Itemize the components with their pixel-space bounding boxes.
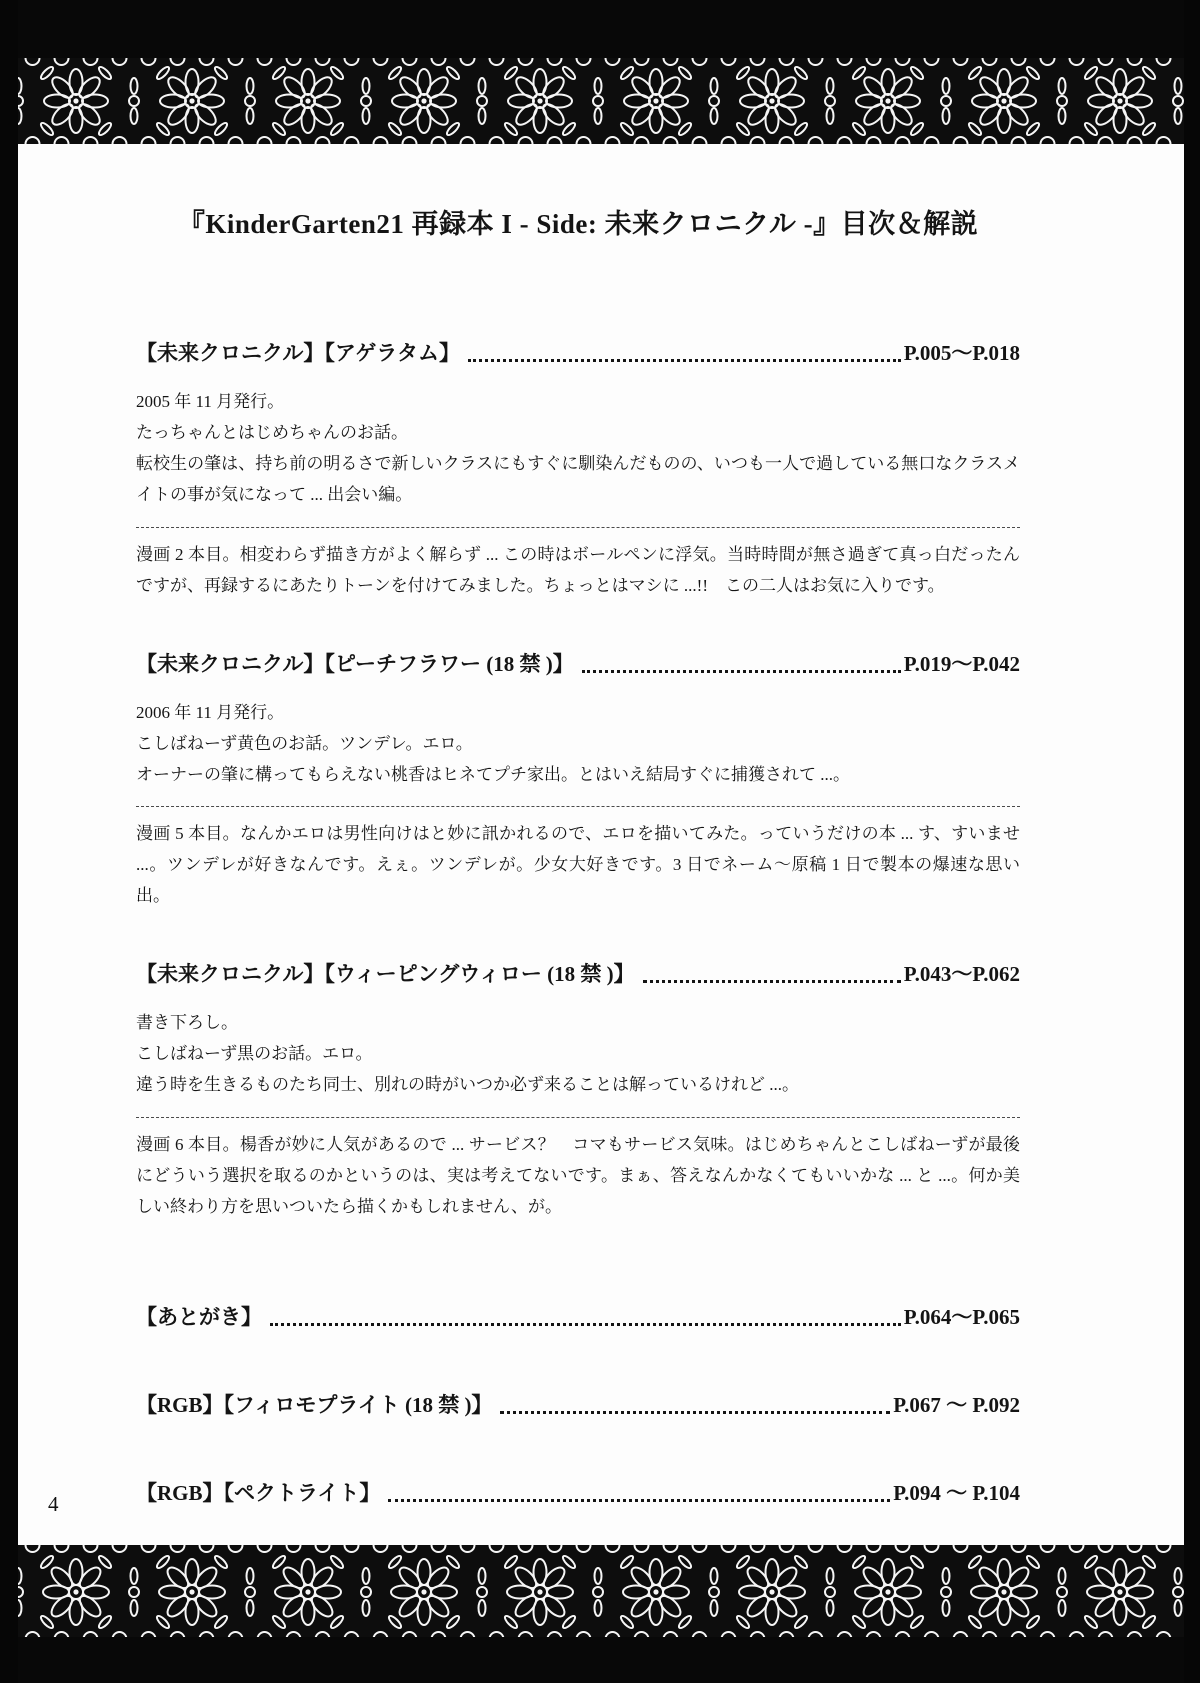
toc-entry (136, 1389, 1020, 1419)
entry-description (136, 698, 1020, 791)
page-range: P.094 〜 P.104 (893, 1480, 1020, 1505)
separator-line (136, 1117, 1020, 1118)
toc-entry (136, 958, 1020, 1223)
bottom-black-bar (18, 1637, 1184, 1683)
separator-line (136, 806, 1020, 807)
entry-description-line: オーナーの肇に構ってもらえない桃香はヒネてプチ家出。とはいえ結局すぐに捕獲されて ...。 (136, 764, 850, 784)
page-range: P.043〜P.062 (903, 962, 1020, 987)
entry-commentary: 漫画 6 本目。楊香が妙に人気があるので ... サービス？ コマもサービス気味。はじめちゃんとこしばねーずが最後にどういう選択を取るのかというのは、実は考えてないです。まぁ、答えなんかなくてもいいかな ... と ...。何か美しい終わり方を思いついたら描くかもしれません、が。 (136, 1135, 1020, 1216)
dot-leader (270, 1323, 901, 1326)
dot-leader (500, 1411, 890, 1414)
entry-description-line: 書き下ろし。 (136, 1013, 238, 1033)
entry-heading (136, 958, 1020, 988)
entry-description-line: こしばねーず黒のお話。エロ。 (136, 1044, 373, 1064)
separator-line (136, 527, 1020, 528)
toc-entry (136, 1301, 1020, 1331)
entry-description-line: こしばねーず黄色のお話。ツンデレ。エロ。 (136, 733, 473, 753)
top-black-bar (18, 0, 1184, 58)
entry-description-line: 2006 年 11 月発行。 (136, 702, 285, 722)
toc-entry (136, 1477, 1020, 1507)
entry-heading (136, 1301, 1020, 1331)
entry-title: 【RGB】【フィロモプライト (18 禁 )】 (136, 1392, 493, 1417)
entry-heading (136, 1389, 1020, 1419)
page-range: P.064〜P.065 (903, 1304, 1020, 1329)
lace-border-bottom (18, 1545, 1184, 1639)
toc-entry (136, 648, 1020, 913)
lace-border-top (18, 58, 1184, 144)
dot-leader (582, 670, 901, 673)
entry-heading (136, 1477, 1020, 1507)
entry-description-line: 2005 年 11 月発行。 (136, 392, 285, 411)
toc-entry (136, 337, 1020, 602)
page-range: P.005〜P.018 (903, 341, 1020, 365)
entry-heading (136, 648, 1020, 678)
toc-content (136, 150, 1020, 1507)
dot-leader (388, 1499, 890, 1502)
page-number: 4 (48, 1492, 59, 1516)
entry-description (136, 1008, 1020, 1101)
entry-description-line: 転校生の肇は、持ち前の明るさで新しいクラスにもすぐに馴染んだものの、いつも一人で過している無口なクラスメイトの事が気になって ... 出会い編。 (136, 453, 1020, 504)
entry-title: 【未来クロニクル】【ウィーピングウィロー (18 禁 )】 (136, 962, 635, 987)
entry-description-line: 違う時を生きるものたち同士、別れの時がいつか必ず来ることは解っているけれど ...。 (136, 1075, 799, 1095)
entry-commentary: 漫画 5 本目。なんかエロは男性向けはと妙に訊かれるので、エロを描いてみた。っていうだけの本 ... す、すいませ ...。ツンデレが好きなんです。えぇ。ツンデレが。少女大好きです。3 日でネーム〜原稿 1 日で製本の爆速な思い出。 (136, 824, 1020, 906)
scanned-page (18, 0, 1184, 1683)
entry-title: 【未来クロニクル】【アゲラタム】 (136, 341, 461, 365)
entry-description-line: たっちゃんとはじめちゃんのお話。 (136, 422, 408, 442)
entry-commentary: 漫画 2 本目。相変わらず描き方がよく解らず ... この時はボールペンに浮気。当時時間が無さ過ぎて真っ白だったんですが、再録するにあたりトーンを付けてみました。ちょっとはマシに ...!! この二人はお気に入りです。 (136, 544, 1020, 595)
dot-leader (643, 980, 901, 983)
page-title: 『KinderGarten21 再録本 I - Side: 未来クロニクル -』目次＆解説 (177, 209, 979, 239)
entry-title: 【未来クロニクル】【ピーチフラワー (18 禁 )】 (136, 651, 574, 676)
entry-description (136, 387, 1020, 511)
entry-title: 【あとがき】 (136, 1304, 262, 1329)
entry-title: 【RGB】【ペクトライト】 (136, 1480, 381, 1505)
entry-heading (136, 337, 1020, 367)
page-range: P.067 〜 P.092 (893, 1392, 1020, 1417)
page-range: P.019〜P.042 (903, 651, 1020, 676)
dot-leader (468, 359, 901, 362)
